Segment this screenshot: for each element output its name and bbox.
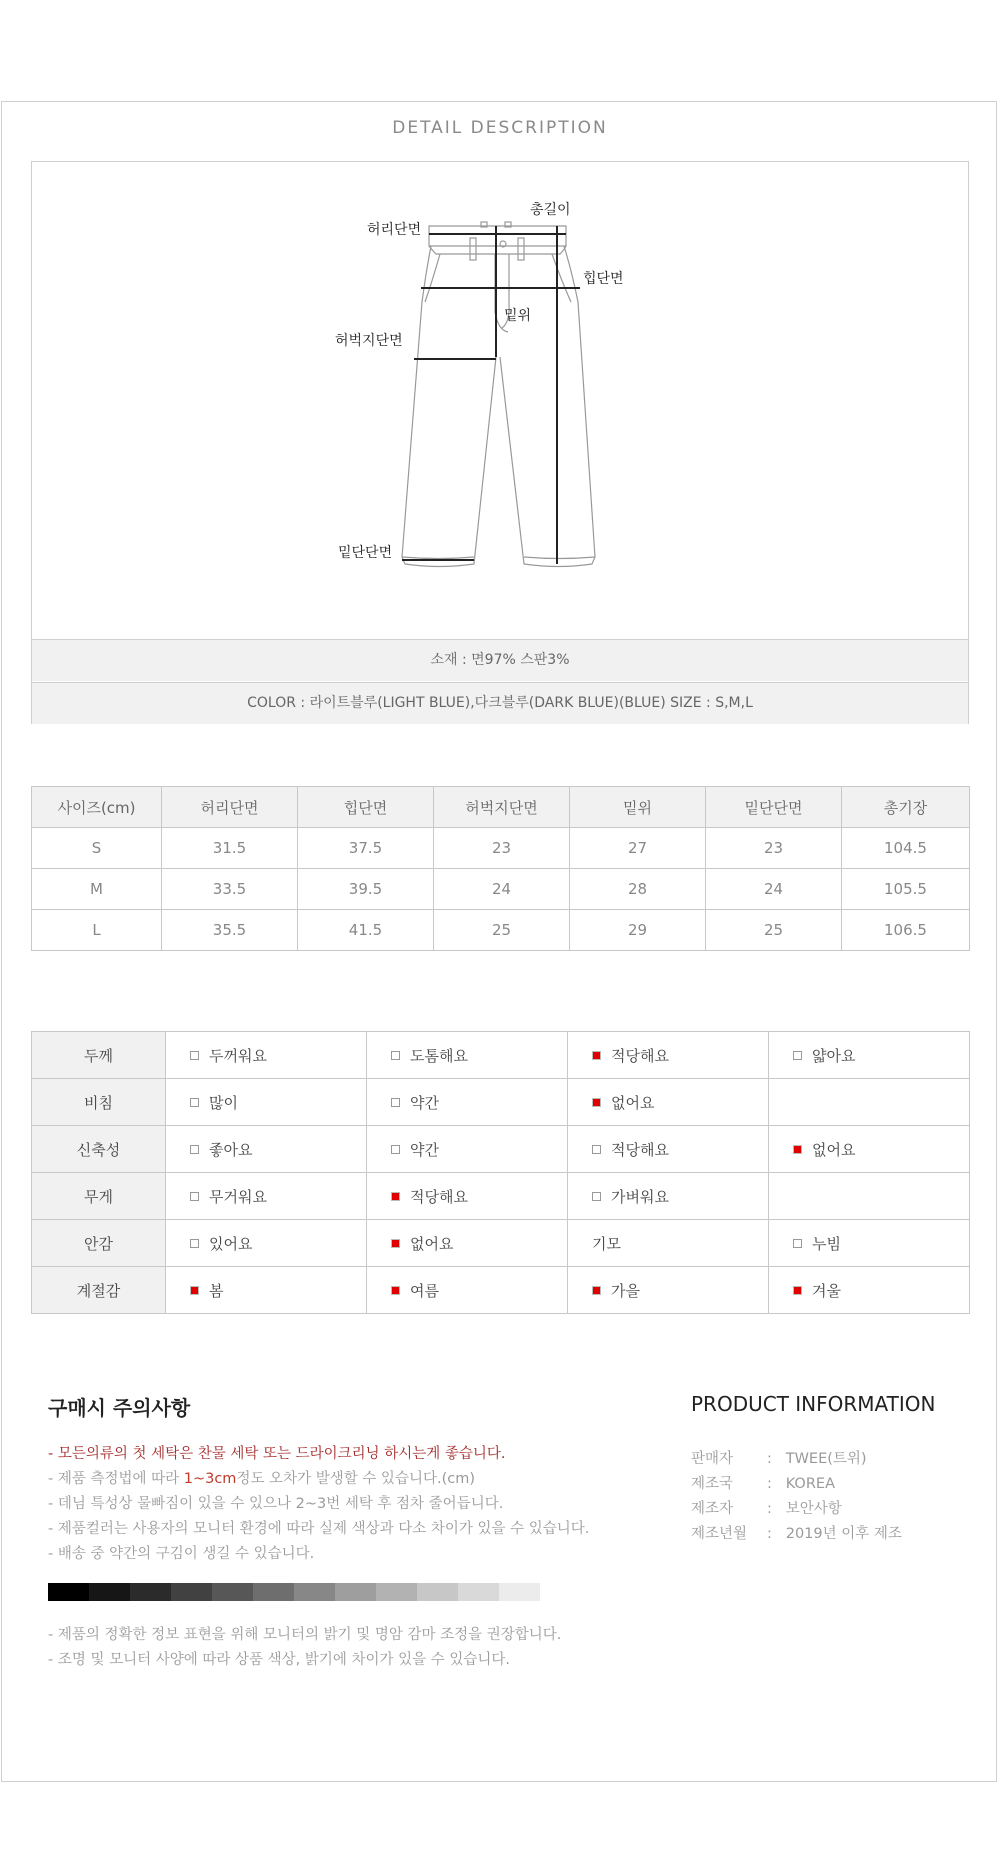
feature-option-label: 도톰해요 [410, 1046, 468, 1065]
size-cell: 25 [434, 910, 570, 951]
pants-diagram [32, 162, 968, 639]
feature-option-label: 없어요 [410, 1234, 454, 1253]
diagram-box [31, 161, 969, 724]
size-header-cell: 허리단면 [162, 787, 298, 828]
checked-box-icon [391, 1239, 400, 1248]
feature-option [367, 1032, 568, 1079]
feature-option [166, 1173, 367, 1220]
detail-description-title: DETAIL DESCRIPTION [392, 118, 608, 138]
label-thigh: 허벅지단면 [335, 333, 403, 349]
gamma-swatch [417, 1583, 458, 1601]
feature-option-label: 봄 [209, 1281, 224, 1300]
note-measurement [48, 1467, 475, 1488]
product-info-key: 판매자 [691, 1451, 734, 1467]
unchecked-box-icon [592, 1192, 601, 1201]
size-header-cell: 허벅지단면 [434, 787, 570, 828]
label-total-length: 총길이 [530, 202, 571, 218]
gamma-swatch [458, 1583, 499, 1601]
feature-option [568, 1173, 769, 1220]
size-cell: S [32, 828, 162, 869]
note-monitor-gamma: - 제품의 정확한 정보 표현을 위해 모니터의 밝기 및 명암 감마 조정을 권장합니다. [48, 1627, 562, 1643]
feature-option [769, 1032, 970, 1079]
unchecked-box-icon [190, 1051, 199, 1060]
note-measurement-highlight: 1~3cm [183, 1471, 237, 1487]
checked-box-icon [793, 1286, 802, 1295]
feature-row [32, 1032, 970, 1079]
feature-option-label: 누빔 [812, 1234, 841, 1253]
material-row: 소재 : 면97% 스판3% [32, 639, 968, 681]
size-header-cell: 사이즈(cm) [32, 787, 162, 828]
size-header-cell: 밑단단면 [706, 787, 842, 828]
size-cell: 27 [570, 828, 706, 869]
feature-option-label: 얇아요 [812, 1046, 856, 1065]
feature-label: 계절감 [32, 1267, 166, 1314]
gamma-swatch [253, 1583, 294, 1601]
label-rise: 밑위 [504, 308, 532, 324]
gamma-swatch [376, 1583, 417, 1601]
unchecked-box-icon [793, 1239, 802, 1248]
checked-box-icon [592, 1286, 601, 1295]
table-row [32, 869, 970, 910]
color-size-row: COLOR : 라이트블루(LIGHT BLUE),다크블루(DARK BLUE)(BLUE) SIZE : S,M,L [32, 682, 968, 724]
note-measurement-post: 정도 오차가 발생할 수 있습니다.(cm) [236, 1471, 475, 1487]
feature-option-label: 가을 [611, 1281, 640, 1300]
unchecked-box-icon [592, 1145, 601, 1154]
size-cell: 23 [706, 828, 842, 869]
size-cell: 24 [706, 869, 842, 910]
product-info-key: 제조년월 [691, 1526, 748, 1542]
size-cell: 106.5 [842, 910, 970, 951]
feature-option [367, 1220, 568, 1267]
note-shipping: - 배송 중 약간의 구김이 생길 수 있습니다. [48, 1546, 315, 1562]
feature-option-label: 약간 [410, 1093, 439, 1112]
feature-option-label: 기모 [592, 1234, 621, 1253]
checked-box-icon [190, 1286, 199, 1295]
feature-option-label: 없어요 [611, 1093, 655, 1112]
note-denim: - 데님 특성상 물빠짐이 있을 수 있으나 2~3번 세탁 후 점차 줄어듭니다. [48, 1496, 504, 1512]
feature-row [32, 1173, 970, 1220]
feature-option [568, 1126, 769, 1173]
unchecked-box-icon [190, 1239, 199, 1248]
table-row [32, 828, 970, 869]
feature-option-label: 있어요 [209, 1234, 253, 1253]
feature-option [769, 1126, 970, 1173]
product-info-value: KOREA [785, 1476, 836, 1492]
size-cell: 24 [434, 869, 570, 910]
feature-label: 무게 [32, 1173, 166, 1220]
size-cell: M [32, 869, 162, 910]
label-waist: 허리단면 [367, 222, 422, 238]
pants-illustration [32, 162, 968, 639]
product-info-value: TWEE(트위) [785, 1451, 867, 1467]
feature-option [367, 1173, 568, 1220]
size-cell: 33.5 [162, 869, 298, 910]
product-info-key: 제조자 [691, 1501, 734, 1517]
size-header-cell: 힙단면 [298, 787, 434, 828]
feature-option-label: 약간 [410, 1140, 439, 1159]
gamma-swatch [130, 1583, 171, 1601]
size-cell: 25 [706, 910, 842, 951]
feature-option [568, 1032, 769, 1079]
feature-option [367, 1267, 568, 1314]
size-header-cell: 밑위 [570, 787, 706, 828]
feature-row [32, 1126, 970, 1173]
gamma-swatch [48, 1583, 89, 1601]
feature-option [568, 1079, 769, 1126]
product-info-key: 제조국 [691, 1476, 734, 1492]
feature-table [31, 1031, 970, 1314]
table-row [32, 910, 970, 951]
feature-option [166, 1079, 367, 1126]
feature-option-label: 가벼워요 [611, 1187, 669, 1206]
unchecked-box-icon [391, 1051, 400, 1060]
feature-option-label: 적당해요 [611, 1140, 669, 1159]
feature-option-label: 여름 [410, 1281, 439, 1300]
size-cell: 37.5 [298, 828, 434, 869]
feature-option [367, 1079, 568, 1126]
feature-option [166, 1267, 367, 1314]
feature-option [166, 1220, 367, 1267]
gamma-swatch [89, 1583, 130, 1601]
feature-option-label: 적당해요 [611, 1046, 669, 1065]
size-table [31, 786, 970, 951]
feature-label: 비침 [32, 1079, 166, 1126]
checked-box-icon [391, 1192, 400, 1201]
size-cell: 105.5 [842, 869, 970, 910]
checked-box-icon [592, 1051, 601, 1060]
gamma-swatch-bar [48, 1583, 540, 1601]
size-cell: 104.5 [842, 828, 970, 869]
unchecked-box-icon [793, 1051, 802, 1060]
feature-option-label: 적당해요 [410, 1187, 468, 1206]
unchecked-box-icon [190, 1192, 199, 1201]
note-washing: - 모든의류의 첫 세탁은 찬물 세탁 또는 드라이크리닝 하시는게 좋습니다. [48, 1446, 506, 1462]
label-hem: 밑단단면 [338, 545, 393, 561]
feature-option-label: 많이 [209, 1093, 238, 1112]
unchecked-box-icon [190, 1145, 199, 1154]
feature-label: 신축성 [32, 1126, 166, 1173]
checked-box-icon [592, 1098, 601, 1107]
feature-option [769, 1079, 970, 1126]
size-cell: 41.5 [298, 910, 434, 951]
size-cell: 28 [570, 869, 706, 910]
gamma-swatch [171, 1583, 212, 1601]
product-info-row: 판매자 : TWEE(트위) [691, 1447, 867, 1468]
product-info-row: 제조자 : 보안사항 [691, 1497, 842, 1518]
gamma-swatch [335, 1583, 376, 1601]
feature-option [166, 1126, 367, 1173]
feature-option [166, 1032, 367, 1079]
unchecked-box-icon [190, 1098, 199, 1107]
feature-option [568, 1220, 769, 1267]
product-info-value: 보안사항 [785, 1501, 842, 1517]
product-info-row: 제조국 : KOREA [691, 1472, 835, 1493]
checked-box-icon [391, 1286, 400, 1295]
feature-option [367, 1126, 568, 1173]
size-table-header [32, 787, 970, 828]
gamma-swatch [499, 1583, 540, 1601]
feature-option-label: 두꺼워요 [209, 1046, 267, 1065]
feature-option [769, 1267, 970, 1314]
gamma-swatch [212, 1583, 253, 1601]
unchecked-box-icon [391, 1098, 400, 1107]
note-monitor-light: - 조명 및 모니터 사양에 따라 상품 색상, 밝기에 차이가 있을 수 있습니다. [48, 1652, 510, 1668]
size-header-cell: 총기장 [842, 787, 970, 828]
feature-option [769, 1173, 970, 1220]
product-info-row: 제조년월 : 2019년 이후 제조 [691, 1522, 902, 1543]
label-hip: 힙단면 [583, 271, 624, 287]
feature-option-label: 없어요 [812, 1140, 856, 1159]
feature-row [32, 1079, 970, 1126]
size-cell: 35.5 [162, 910, 298, 951]
feature-row [32, 1220, 970, 1267]
feature-option [769, 1220, 970, 1267]
size-cell: L [32, 910, 162, 951]
feature-option-label: 겨울 [812, 1281, 841, 1300]
product-info-value: 2019년 이후 제조 [785, 1526, 902, 1542]
feature-label: 안감 [32, 1220, 166, 1267]
size-cell: 23 [434, 828, 570, 869]
product-info-title: PRODUCT INFORMATION [691, 1392, 936, 1416]
gamma-swatch [294, 1583, 335, 1601]
checked-box-icon [793, 1145, 802, 1154]
note-color: - 제품컬러는 사용자의 모니터 환경에 따라 실제 색상과 다소 차이가 있을 수 있습니다. [48, 1521, 590, 1537]
size-cell: 31.5 [162, 828, 298, 869]
size-cell: 39.5 [298, 869, 434, 910]
feature-label: 두께 [32, 1032, 166, 1079]
feature-row [32, 1267, 970, 1314]
note-measurement-pre: - 제품 측정법에 따라 [48, 1471, 184, 1487]
notes-title: 구매시 주의사항 [48, 1396, 191, 1420]
feature-option [568, 1267, 769, 1314]
feature-option-label: 무거워요 [209, 1187, 267, 1206]
unchecked-box-icon [391, 1145, 400, 1154]
feature-option-label: 좋아요 [209, 1140, 253, 1159]
size-cell: 29 [570, 910, 706, 951]
